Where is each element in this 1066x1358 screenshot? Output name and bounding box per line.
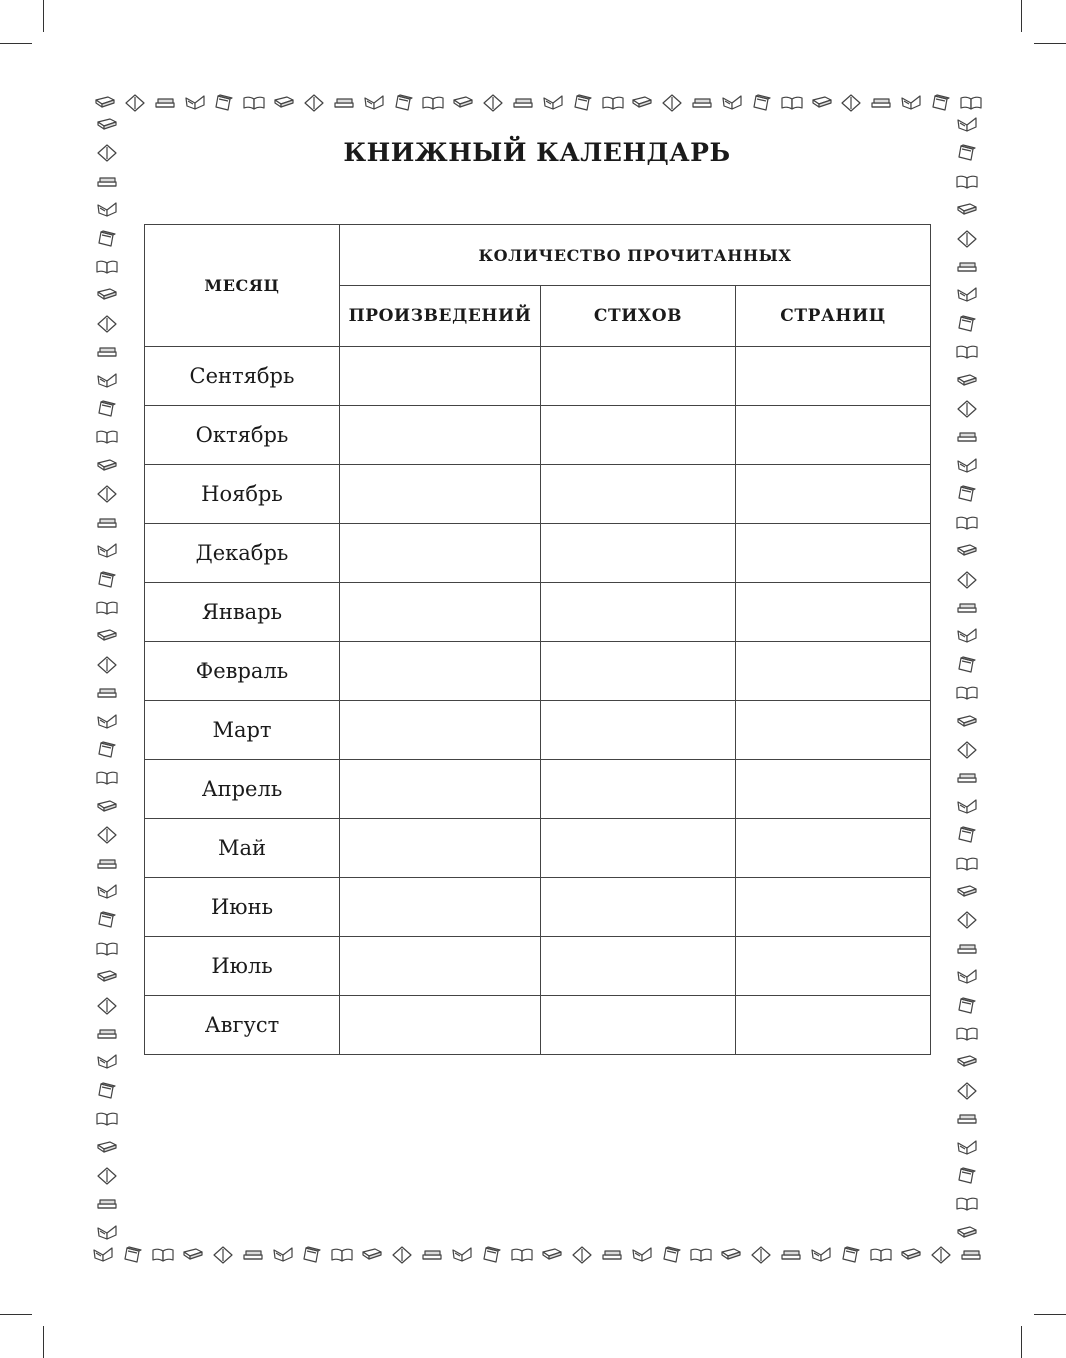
book-icon: [213, 94, 235, 112]
book-icon: [96, 343, 118, 361]
pages-cell[interactable]: [736, 701, 931, 760]
book-icon: [96, 798, 118, 816]
book-icon: [956, 1139, 978, 1157]
book-icon: [956, 883, 978, 901]
month-cell: Ноябрь: [145, 465, 340, 524]
book-icon: [571, 1246, 593, 1264]
poems-cell[interactable]: [541, 642, 736, 701]
book-icon: [96, 769, 118, 787]
crop-mark: [43, 1326, 44, 1358]
book-icon: [96, 627, 118, 645]
book-icon: [956, 1167, 978, 1185]
poems-cell[interactable]: [541, 465, 736, 524]
book-icon: [481, 1246, 503, 1264]
book-icon: [363, 94, 385, 112]
book-icon: [96, 372, 118, 390]
book-icon: [840, 94, 862, 112]
book-icon: [870, 1246, 892, 1264]
book-icon: [96, 713, 118, 731]
works-cell[interactable]: [340, 937, 541, 996]
book-icon: [96, 741, 118, 759]
book-icon: [900, 94, 922, 112]
book-icon: [96, 116, 118, 134]
book-icon: [956, 116, 978, 134]
book-icon: [661, 1246, 683, 1264]
book-icon: [601, 1246, 623, 1264]
book-icon: [956, 1025, 978, 1043]
book-icon: [930, 1246, 952, 1264]
book-icon: [956, 769, 978, 787]
book-icon: [956, 571, 978, 589]
book-icon: [96, 542, 118, 560]
book-icon: [956, 656, 978, 674]
month-cell: Июль: [145, 937, 340, 996]
book-icon: [930, 94, 952, 112]
table-row: [145, 524, 931, 583]
book-icon: [154, 94, 176, 112]
table-row: [145, 642, 931, 701]
works-cell[interactable]: [340, 701, 541, 760]
book-icon: [720, 1246, 742, 1264]
book-icon: [750, 1246, 772, 1264]
book-icon: [810, 1246, 832, 1264]
book-icon: [96, 656, 118, 674]
book-icon: [96, 826, 118, 844]
crop-mark: [0, 43, 32, 44]
book-icon: [956, 230, 978, 248]
book-border-left: [94, 116, 120, 1242]
book-icon: [780, 1246, 802, 1264]
book-icon: [421, 1246, 443, 1264]
book-icon: [751, 94, 773, 112]
poems-cell[interactable]: [541, 701, 736, 760]
book-icon: [541, 1246, 563, 1264]
pages-cell[interactable]: [736, 878, 931, 937]
table-row: [145, 760, 931, 819]
book-icon: [900, 1246, 922, 1264]
book-icon: [956, 372, 978, 390]
book-border-top: [94, 92, 982, 114]
poems-header: СТИХОВ: [541, 286, 736, 347]
table-row: [145, 583, 931, 642]
month-header: МЕСЯЦ: [145, 225, 340, 347]
book-icon: [96, 428, 118, 446]
book-icon: [96, 1167, 118, 1185]
book-icon: [96, 230, 118, 248]
book-icon: [956, 1195, 978, 1213]
poems-cell[interactable]: [541, 524, 736, 583]
book-icon: [956, 1082, 978, 1100]
book-icon: [956, 201, 978, 219]
book-icon: [956, 826, 978, 844]
crop-mark: [1021, 1326, 1022, 1358]
works-cell[interactable]: [340, 878, 541, 937]
book-icon: [960, 1246, 982, 1264]
book-border-bottom: [92, 1244, 982, 1266]
book-icon: [96, 855, 118, 873]
pages-cell[interactable]: [736, 642, 931, 701]
book-icon: [303, 94, 325, 112]
poems-cell[interactable]: [541, 937, 736, 996]
book-icon: [391, 1246, 413, 1264]
table-row: [145, 878, 931, 937]
book-icon: [956, 855, 978, 873]
book-icon: [333, 94, 355, 112]
page-title: КНИЖНЫЙ КАЛЕНДАРЬ: [343, 138, 731, 167]
book-icon: [960, 94, 982, 112]
pages-cell[interactable]: [736, 937, 931, 996]
month-cell: Июнь: [145, 878, 340, 937]
book-icon: [92, 1246, 114, 1264]
book-icon: [956, 1224, 978, 1242]
month-cell: Октябрь: [145, 406, 340, 465]
book-icon: [96, 258, 118, 276]
works-cell[interactable]: [340, 996, 541, 1055]
pages-cell[interactable]: [736, 347, 931, 406]
pages-cell[interactable]: [736, 406, 931, 465]
poems-cell[interactable]: [541, 347, 736, 406]
table-row: [145, 406, 931, 465]
book-icon: [243, 94, 265, 112]
book-icon: [631, 1246, 653, 1264]
book-icon: [956, 343, 978, 361]
table-row: [145, 819, 931, 878]
book-icon: [956, 542, 978, 560]
month-cell: Март: [145, 701, 340, 760]
book-icon: [96, 1139, 118, 1157]
table-row: [145, 701, 931, 760]
book-icon: [96, 400, 118, 418]
book-icon: [242, 1246, 264, 1264]
book-icon: [956, 400, 978, 418]
book-icon: [956, 514, 978, 532]
book-icon: [956, 485, 978, 503]
book-icon: [96, 571, 118, 589]
book-icon: [956, 457, 978, 475]
poems-cell[interactable]: [541, 878, 736, 937]
book-icon: [96, 485, 118, 503]
book-icon: [956, 798, 978, 816]
table-row: [145, 347, 931, 406]
header-row-group: [145, 225, 931, 286]
works-cell[interactable]: [340, 760, 541, 819]
book-icon: [956, 684, 978, 702]
pages-cell[interactable]: [736, 996, 931, 1055]
book-icon: [96, 1053, 118, 1071]
poems-cell[interactable]: [541, 406, 736, 465]
book-icon: [96, 315, 118, 333]
month-cell: Январь: [145, 583, 340, 642]
book-icon: [273, 94, 295, 112]
book-icon: [572, 94, 594, 112]
works-cell[interactable]: [340, 347, 541, 406]
book-icon: [956, 911, 978, 929]
table-row: [145, 465, 931, 524]
book-icon: [956, 258, 978, 276]
book-icon: [96, 286, 118, 304]
month-cell: Апрель: [145, 760, 340, 819]
book-icon: [96, 599, 118, 617]
book-icon: [96, 1082, 118, 1100]
book-icon: [781, 94, 803, 112]
book-icon: [721, 94, 743, 112]
month-cell: Август: [145, 996, 340, 1055]
book-icon: [956, 286, 978, 304]
book-icon: [451, 1246, 473, 1264]
pages-cell[interactable]: [736, 760, 931, 819]
book-icon: [96, 911, 118, 929]
month-cell: Май: [145, 819, 340, 878]
book-icon: [96, 997, 118, 1015]
book-icon: [152, 1246, 174, 1264]
month-cell: Сентябрь: [145, 347, 340, 406]
book-border-right: [954, 116, 980, 1242]
book-icon: [96, 684, 118, 702]
reading-calendar-table: [144, 224, 931, 1055]
pages-cell[interactable]: [736, 465, 931, 524]
book-icon: [96, 1110, 118, 1128]
month-cell: Декабрь: [145, 524, 340, 583]
book-icon: [840, 1246, 862, 1264]
book-icon: [661, 94, 683, 112]
book-icon: [452, 94, 474, 112]
works-cell[interactable]: [340, 583, 541, 642]
book-icon: [122, 1246, 144, 1264]
book-icon: [331, 1246, 353, 1264]
crop-mark: [1034, 43, 1066, 44]
book-icon: [956, 599, 978, 617]
works-cell[interactable]: [340, 465, 541, 524]
book-icon: [422, 94, 444, 112]
book-icon: [956, 997, 978, 1015]
book-icon: [96, 883, 118, 901]
works-cell[interactable]: [340, 406, 541, 465]
book-icon: [956, 940, 978, 958]
book-icon: [956, 1053, 978, 1071]
pages-cell[interactable]: [736, 819, 931, 878]
crop-mark: [1034, 1314, 1066, 1315]
book-icon: [94, 94, 116, 112]
book-icon: [301, 1246, 323, 1264]
poems-cell[interactable]: [541, 583, 736, 642]
book-icon: [96, 457, 118, 475]
book-icon: [511, 1246, 533, 1264]
crop-mark: [0, 1314, 32, 1315]
table-row: [145, 996, 931, 1055]
works-cell[interactable]: [340, 642, 541, 701]
book-icon: [956, 627, 978, 645]
works-cell[interactable]: [340, 819, 541, 878]
book-icon: [956, 741, 978, 759]
book-icon: [96, 1224, 118, 1242]
book-icon: [96, 201, 118, 219]
book-icon: [96, 968, 118, 986]
book-icon: [96, 940, 118, 958]
pages-cell[interactable]: [736, 524, 931, 583]
book-icon: [956, 173, 978, 191]
book-icon: [512, 94, 534, 112]
book-icon: [96, 514, 118, 532]
book-icon: [691, 94, 713, 112]
book-icon: [956, 428, 978, 446]
book-icon: [631, 94, 653, 112]
book-icon: [96, 173, 118, 191]
pages-header: СТРАНИЦ: [736, 286, 931, 347]
book-icon: [811, 94, 833, 112]
poems-cell[interactable]: [541, 760, 736, 819]
book-icon: [690, 1246, 712, 1264]
book-icon: [96, 1195, 118, 1213]
works-header: ПРОИЗВЕДЕНИЙ: [340, 286, 541, 347]
book-icon: [361, 1246, 383, 1264]
book-icon: [212, 1246, 234, 1264]
book-icon: [870, 94, 892, 112]
table-row: [145, 937, 931, 996]
book-icon: [124, 94, 146, 112]
pages-cell[interactable]: [736, 583, 931, 642]
poems-cell[interactable]: [541, 996, 736, 1055]
book-icon: [272, 1246, 294, 1264]
crop-mark: [1021, 0, 1022, 32]
book-icon: [182, 1246, 204, 1264]
book-icon: [482, 94, 504, 112]
book-icon: [542, 94, 564, 112]
book-icon: [602, 94, 624, 112]
crop-mark: [43, 0, 44, 32]
book-icon: [956, 713, 978, 731]
works-cell[interactable]: [340, 524, 541, 583]
book-icon: [956, 315, 978, 333]
poems-cell[interactable]: [541, 819, 736, 878]
book-icon: [956, 968, 978, 986]
read-count-header: КОЛИЧЕСТВО ПРОЧИТАННЫХ: [340, 225, 931, 286]
book-icon: [96, 1025, 118, 1043]
book-icon: [393, 94, 415, 112]
month-cell: Февраль: [145, 642, 340, 701]
book-icon: [956, 1110, 978, 1128]
book-icon: [184, 94, 206, 112]
